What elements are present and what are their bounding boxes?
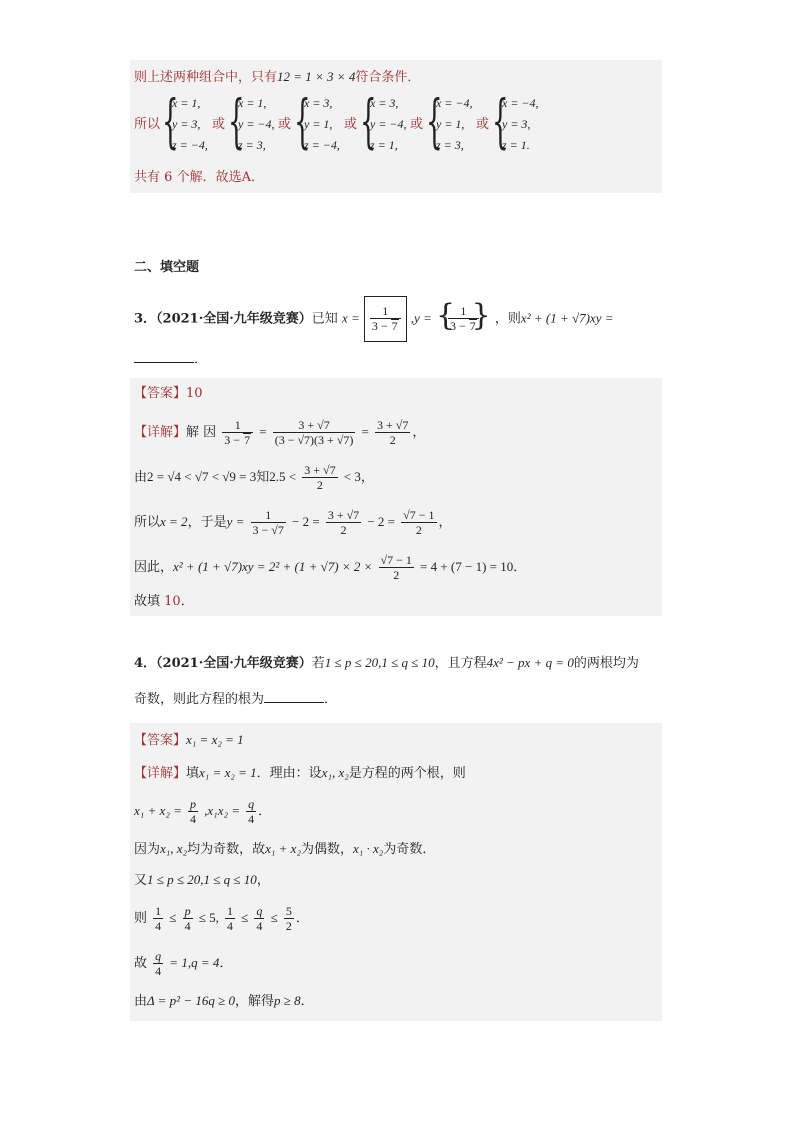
question-3 [130,296,662,616]
or-label: 或 [344,117,358,132]
combination-line: 则上述两种组合中，只有12 = 1 × 3 × 4符合条件． [134,69,421,85]
system-equation: z = 1. [502,138,530,152]
system-equation: y = 3, [172,117,201,131]
or-label: 或 [410,117,424,132]
system-equation: z = −4, [172,138,208,152]
answer-blank[interactable] [264,690,324,703]
system-equation: y = 1, [304,117,333,131]
system-equation: x = 1, [238,96,267,110]
question-3-solution [130,378,662,616]
or-label: 或 [278,117,292,132]
system-equation: y = 1, [436,117,465,131]
detail-line-5: 故填 10． [134,594,194,609]
system-equation: z = 1, [370,138,398,152]
question-4-solution [130,723,662,1021]
detail-line-1: 【详解】填x₁ = x₂ = 1．理由：设x₁, x₂是方程的两个根，则 [134,765,466,781]
system-equation: x = −4, [502,96,539,110]
system-brace: { [228,87,245,155]
system-equation: x = −4, [436,96,473,110]
detail-line-3: 所以x = 2，于是y = $\frac{1}{3 - √7}$ − 2 = $\frac{3 + √7}{2}$ − 2 = $\frac{√7 - 1}{2}$ ， [134,508,452,537]
system-equation: y = 3, [502,117,531,131]
fractional-brace: { $\frac{1}{3 - 7}$ } [444,299,483,339]
system-brace: { [426,87,443,155]
system-equation: z = −4, [304,138,340,152]
system-equation: x = 3, [304,96,333,110]
detail-line-4: 因此，x² + (1 + √7)xy = 2² + (1 + √7) × 2 × $\frac{√7 - 1}{2}$ = 4 + (7 − 1) = 10． [134,553,527,582]
system-equation: x = 1, [172,96,201,110]
system-brace: { [360,87,377,155]
detail-line-4: 又1 ≤ p ≤ 20,1 ≤ q ≤ 10， [134,872,270,888]
solution-systems-row: 所以 { x = 1, y = 3, z = −4, 或 { x = 1, y = −4, z = 3, 或 { x = 3, y = 1, z = −4, 或 { x = 3, y = −4, z = 1, 或 { x = −4, y = 1, z = 3, 或 { x = −4, y = 3, z = 1. [130,93,662,157]
detail-line-1: 【详解】解 因 $\frac{1}{3 - 7}$ = $\frac{3 + √7}{(3 - √7)(3 + √7)}$ = $\frac{3 + √7}{2}$ ， [134,418,426,447]
or-label: 或 [212,117,226,132]
system-equation: y = −4, [238,117,275,131]
solution-systems [162,87,662,157]
document-page [130,60,662,1009]
question-3-blank-line: ． [130,348,662,372]
detail-line-3: 因为x₁, x₂均为奇数，故x₁ + x₂为偶数，x₁ · x₂为奇数． [134,841,436,857]
detail-line-2: x₁ + x₂ = $\frac{p}{4}$ ,x₁x₂ = $\frac{q}{4}$ ． [134,797,272,826]
answer-line: 【答案】10 [134,386,203,401]
solution-block-previous [130,60,662,193]
system-equation: z = 3, [238,138,266,152]
detail-line-7: 由Δ = p² − 16q ≥ 0，解得p ≥ 8． [134,993,314,1009]
or-label: 或 [476,117,490,132]
question-4-stem: 4．（2021·全国·九年级竞赛）若1 ≤ p ≤ 20,1 ≤ q ≤ 10，且方程4x² − px + q = 0的两根均为 [134,655,639,671]
answer-line: 【答案】x₁ = x₂ = 1 [134,732,244,748]
detail-line-5: 则 $\frac{1}{4}$ ≤ $\frac{p}{4}$ ≤ 5, $\frac{1}{4}$ ≤ $\frac{q}{4}$ ≤ $\frac{5}{2}$ ． [134,904,309,933]
section-title: 二、填空题 [134,260,200,275]
system-equation: x = 3, [370,96,399,110]
detail-line-2: 由2 = √4 < √7 < √9 = 3知2.5 < $\frac{3 + √7}{2}$ < 3， [134,463,374,492]
answer-blank[interactable] [134,350,194,363]
system-brace: { [162,87,179,155]
detail-line-6: 故 $\frac{q}{4}$ = 1,q = 4． [134,949,233,978]
conclusion-line: 共有 6 个解．故选A． [134,170,264,185]
floor-bracket: $\frac{1}{3 - 7}$ [364,296,407,342]
question-4-stem-2: 奇数，则此方程的根为 ． [134,692,338,707]
system-brace: { [492,87,509,155]
question-4 [130,648,662,1021]
system-brace: { [294,87,311,155]
system-equation: z = 3, [436,138,464,152]
question-3-stem: 3．（2021·全国·九年级竞赛）已知 x = $\frac{1}{3 - 7}$ ,y = { $\frac{1}{3 - 7}$ } ，则x² + (1 + √7)xy = [130,296,662,336]
system-equation: y = −4, [370,117,407,131]
